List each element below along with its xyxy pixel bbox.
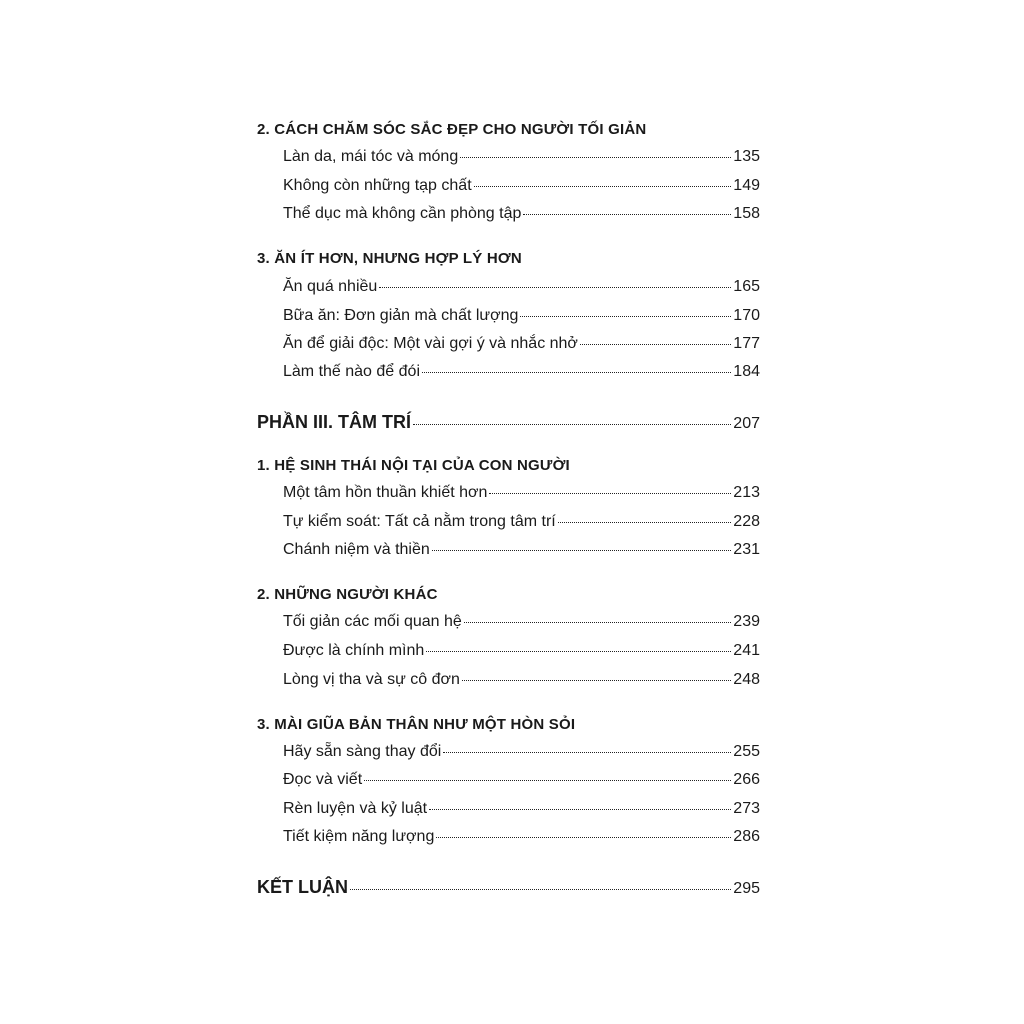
toc-entry[interactable] <box>283 335 760 353</box>
toc-entry-page: 177 <box>733 335 760 352</box>
toc-entry-page: 213 <box>733 484 760 501</box>
dot-leader <box>422 372 731 373</box>
toc-entry-page: 158 <box>733 205 760 222</box>
toc-entry-title: Rèn luyện và kỷ luật <box>283 800 428 817</box>
toc-entry-page: 165 <box>733 278 760 295</box>
dot-leader <box>364 780 731 781</box>
toc-entry-title: Tối giản các mối quan hệ <box>283 613 462 630</box>
toc-part-title: KẾT LUẬN <box>257 877 348 897</box>
dot-leader <box>426 651 731 652</box>
toc-entry-page: 255 <box>733 743 760 760</box>
section-heading: 2. CÁCH CHĂM SÓC SẮC ĐẸP CHO NGƯỜI TỐI GIẢN <box>257 121 647 138</box>
dot-leader <box>489 493 731 494</box>
toc-entry[interactable] <box>283 771 760 789</box>
toc-entry-title: Làn da, mái tóc và móng <box>283 148 459 165</box>
dot-leader <box>429 809 731 810</box>
toc-entry-page: 170 <box>733 307 760 324</box>
toc-entry-title: Không còn những tạp chất <box>283 177 472 194</box>
toc-entry-page: 184 <box>733 363 760 380</box>
toc-entry[interactable] <box>283 642 760 660</box>
toc-entry-page: 239 <box>733 613 760 630</box>
toc-part-title: PHẦN III. TÂM TRÍ <box>257 412 411 432</box>
toc-entry[interactable] <box>283 363 760 381</box>
section-heading: 2. NHỮNG NGƯỜI KHÁC <box>257 586 438 603</box>
dot-leader <box>379 287 731 288</box>
dot-leader <box>474 186 732 187</box>
toc-conclusion-entry[interactable] <box>257 877 760 898</box>
toc-entry-title: Một tâm hồn thuần khiết hơn <box>283 484 488 501</box>
dot-leader <box>443 752 731 753</box>
toc-entry[interactable] <box>283 278 760 296</box>
toc-entry[interactable] <box>283 177 760 195</box>
dot-leader <box>462 680 731 681</box>
dot-leader <box>432 550 732 551</box>
toc-part-entry[interactable] <box>257 412 760 433</box>
toc-entry[interactable] <box>283 671 760 689</box>
toc-entry[interactable] <box>283 613 760 631</box>
toc-entry-title: Ăn để giải độc: Một vài gợi ý và nhắc nhở <box>283 335 578 352</box>
toc-entry-page: 286 <box>733 828 760 845</box>
toc-entry-title: Thể dục mà không cần phòng tập <box>283 205 522 222</box>
toc-entry[interactable] <box>283 743 760 761</box>
toc-entry[interactable] <box>283 513 760 531</box>
toc-entry-title: Làm thế nào để đói <box>283 363 420 380</box>
dot-leader <box>580 344 731 345</box>
toc-entry[interactable] <box>283 828 760 846</box>
toc-entry[interactable] <box>283 307 760 325</box>
dot-leader <box>523 214 731 215</box>
toc-entry-title: Được là chính mình <box>283 642 425 659</box>
toc-entry-page: 295 <box>733 880 760 897</box>
section-heading: 1. HỆ SINH THÁI NỘI TẠI CỦA CON NGƯỜI <box>257 457 570 474</box>
dot-leader <box>464 622 732 623</box>
toc-entry[interactable] <box>283 148 760 166</box>
toc-entry-page: 241 <box>733 642 760 659</box>
toc-entry-page: 207 <box>733 415 760 432</box>
toc-entry-page: 135 <box>733 148 760 165</box>
toc-entry-title: Tiết kiệm năng lượng <box>283 828 435 845</box>
toc-entry[interactable] <box>283 484 760 502</box>
section-heading: 3. ĂN ÍT HƠN, NHƯNG HỢP LÝ HƠN <box>257 250 522 267</box>
section-heading: 3. MÀI GIŨA BẢN THÂN NHƯ MỘT HÒN SỎI <box>257 716 576 733</box>
toc-entry-title: Chánh niệm và thiền <box>283 541 430 558</box>
dot-leader <box>413 424 731 425</box>
toc-entry-page: 231 <box>733 541 760 558</box>
toc-entry-title: Bữa ăn: Đơn giản mà chất lượng <box>283 307 519 324</box>
toc-entry-page: 266 <box>733 771 760 788</box>
toc-entry[interactable] <box>283 800 760 818</box>
toc-entry[interactable] <box>283 541 760 559</box>
dot-leader <box>460 157 731 158</box>
toc-entry-page: 273 <box>733 800 760 817</box>
toc-entry-title: Hãy sẵn sàng thay đổi <box>283 743 442 760</box>
toc-entry-page: 248 <box>733 671 760 688</box>
toc-entry-title: Đọc và viết <box>283 771 363 788</box>
dot-leader <box>436 837 731 838</box>
toc-entry-title: Ăn quá nhiều <box>283 278 378 295</box>
dot-leader <box>558 522 732 523</box>
toc-entry[interactable] <box>283 205 760 223</box>
toc-entry-page: 149 <box>733 177 760 194</box>
toc-entry-page: 228 <box>733 513 760 530</box>
toc-entry-title: Tự kiểm soát: Tất cả nằm trong tâm trí <box>283 513 556 530</box>
toc-entry-title: Lòng vị tha và sự cô đơn <box>283 671 460 688</box>
dot-leader <box>520 316 731 317</box>
dot-leader <box>350 889 731 890</box>
